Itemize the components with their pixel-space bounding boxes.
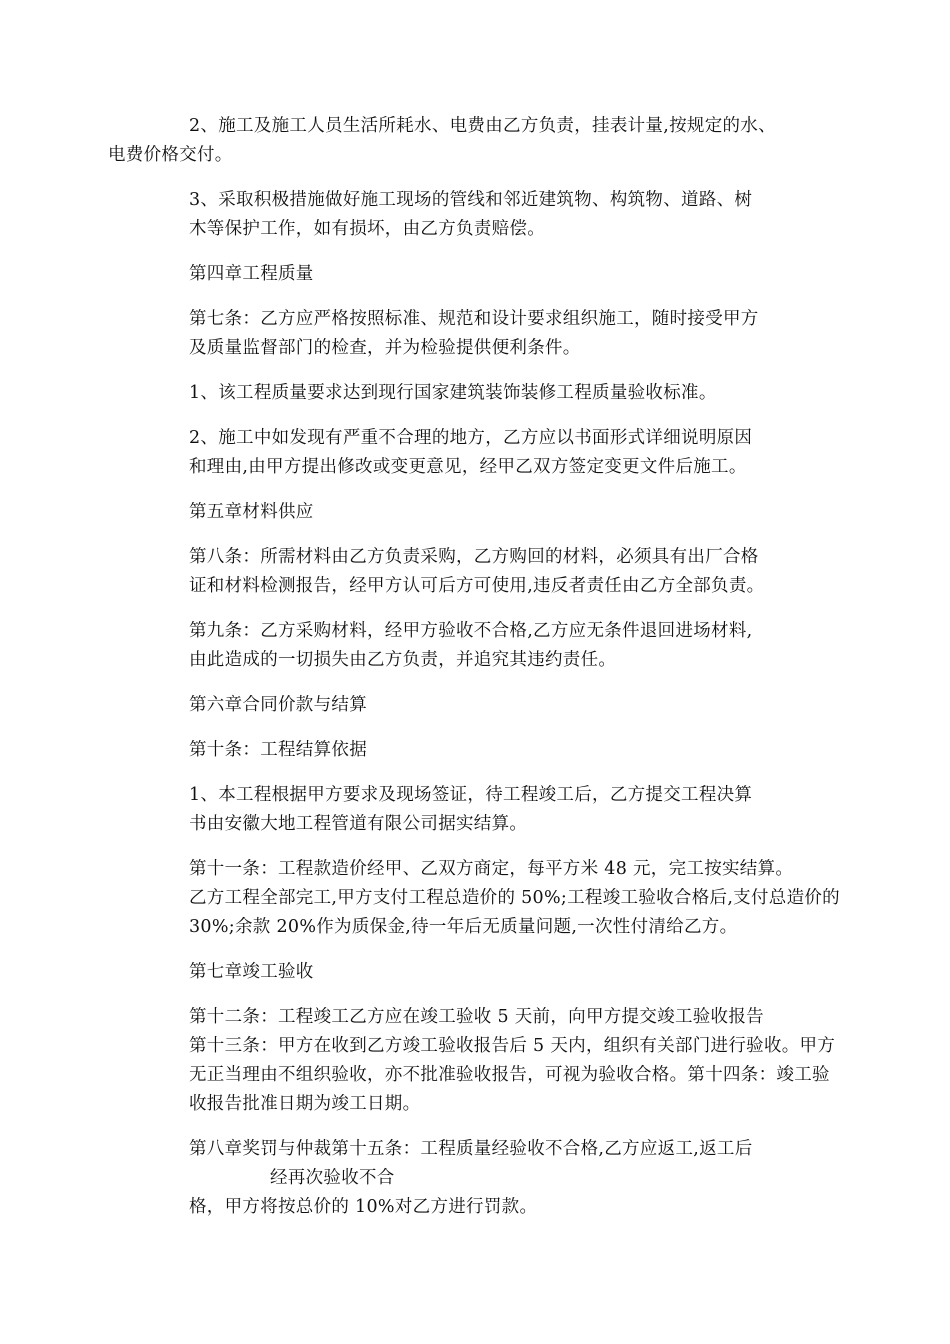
text-line: 第十一条：工程款造价经甲、乙双方商定，每平方米 48 元，完工按实结算。 xyxy=(189,859,794,879)
text-line: 1、该工程质量要求达到现行国家建筑装饰装修工程质量验收标准。 xyxy=(189,383,717,403)
text-line: 3、采取积极措施做好施工现场的管线和邻近建筑物、构筑物、道路、树 xyxy=(189,190,753,210)
paragraph-quality-standard xyxy=(108,379,843,408)
text-line: 证和材料检测报告，经甲方认可后方可使用,违反者责任由乙方全部负责。 xyxy=(189,576,765,596)
chapter-heading-materials xyxy=(108,498,843,527)
text-line: 由此造成的一切损失由乙方负责，并追究其违约责任。 xyxy=(189,650,617,670)
text-line: 2、施工及施工人员生活所耗水、电费由乙方负责，挂表计量,按规定的水、 xyxy=(189,116,776,136)
paragraph-unreasonable xyxy=(108,424,843,482)
text-line: 第八条：所需材料由乙方负责采购，乙方购回的材料，必须具有出厂合格 xyxy=(189,547,759,567)
paragraph-article-11 xyxy=(108,855,843,942)
text-line: 30%;余款 20%作为质保金,待一年后无质量问题,一次性付清给乙方。 xyxy=(189,917,738,937)
chapter-heading-acceptance xyxy=(108,958,843,987)
text-line: 收报告批准日期为竣工日期。 xyxy=(189,1094,421,1114)
text-line: 木等保护工作，如有损坏，由乙方负责赔偿。 xyxy=(189,219,545,239)
text-line: 第九条：乙方采购材料，经甲方验收不合格,乙方应无条件退回进场材料, xyxy=(189,621,753,641)
text-line: 无正当理由不组织验收，亦不批准验收报告，可视为验收合格。第十四条：竣工验 xyxy=(189,1065,830,1085)
paragraph-protection xyxy=(108,186,843,244)
paragraph-chapter-8-article-15 xyxy=(108,1135,843,1222)
text-line: 第四章工程质量 xyxy=(189,264,314,284)
text-line: 电费价格交付。 xyxy=(108,145,233,165)
text-line: 经再次验收不合 xyxy=(270,1168,395,1188)
text-line: 第十三条：甲方在收到乙方竣工验收报告后 5 天内，组织有关部门进行验收。甲方 xyxy=(189,1036,836,1056)
paragraph-article-10 xyxy=(108,736,843,765)
paragraph-water-electricity xyxy=(108,112,843,170)
text-line: 第十条：工程结算依据 xyxy=(189,740,367,760)
paragraph-article-8 xyxy=(108,543,843,601)
text-line: 第六章合同价款与结算 xyxy=(189,695,367,715)
text-line: 第七章竣工验收 xyxy=(189,962,314,982)
text-line: 格，甲方将按总价的 10%对乙方进行罚款。 xyxy=(189,1197,538,1217)
paragraph-article-7 xyxy=(108,305,843,363)
document-page xyxy=(108,112,843,1222)
text-line: 书由安徽大地工程管道有限公司据实结算。 xyxy=(189,814,528,834)
text-line: 第十二条：工程竣工乙方应在竣工验收 5 天前，向甲方提交竣工验收报告 xyxy=(189,1007,764,1027)
text-line: 和理由,由甲方提出修改或变更意见，经甲乙双方签定变更文件后施工。 xyxy=(189,457,747,477)
text-line: 2、施工中如发现有严重不合理的地方，乙方应以书面形式详细说明原因 xyxy=(189,428,753,448)
text-line: 乙方工程全部完工,甲方支付工程总造价的 50%;工程竣工验收合格后,支付总造价的 xyxy=(189,888,840,908)
paragraph-settlement-basis xyxy=(108,781,843,839)
chapter-heading-quality xyxy=(108,260,843,289)
chapter-heading-price xyxy=(108,691,843,720)
text-line: 第五章材料供应 xyxy=(189,502,314,522)
text-line: 第八章奖罚与仲裁第十五条：工程质量经验收不合格,乙方应返工,返工后 xyxy=(189,1139,753,1159)
text-line: 1、本工程根据甲方要求及现场签证，待工程竣工后，乙方提交工程决算 xyxy=(189,785,753,805)
paragraph-article-9 xyxy=(108,617,843,675)
paragraph-article-12-14 xyxy=(108,1003,843,1119)
text-line: 及质量监督部门的检查，并为检验提供便利条件。 xyxy=(189,338,581,358)
text-line: 第七条：乙方应严格按照标准、规范和设计要求组织施工，随时接受甲方 xyxy=(189,309,759,329)
